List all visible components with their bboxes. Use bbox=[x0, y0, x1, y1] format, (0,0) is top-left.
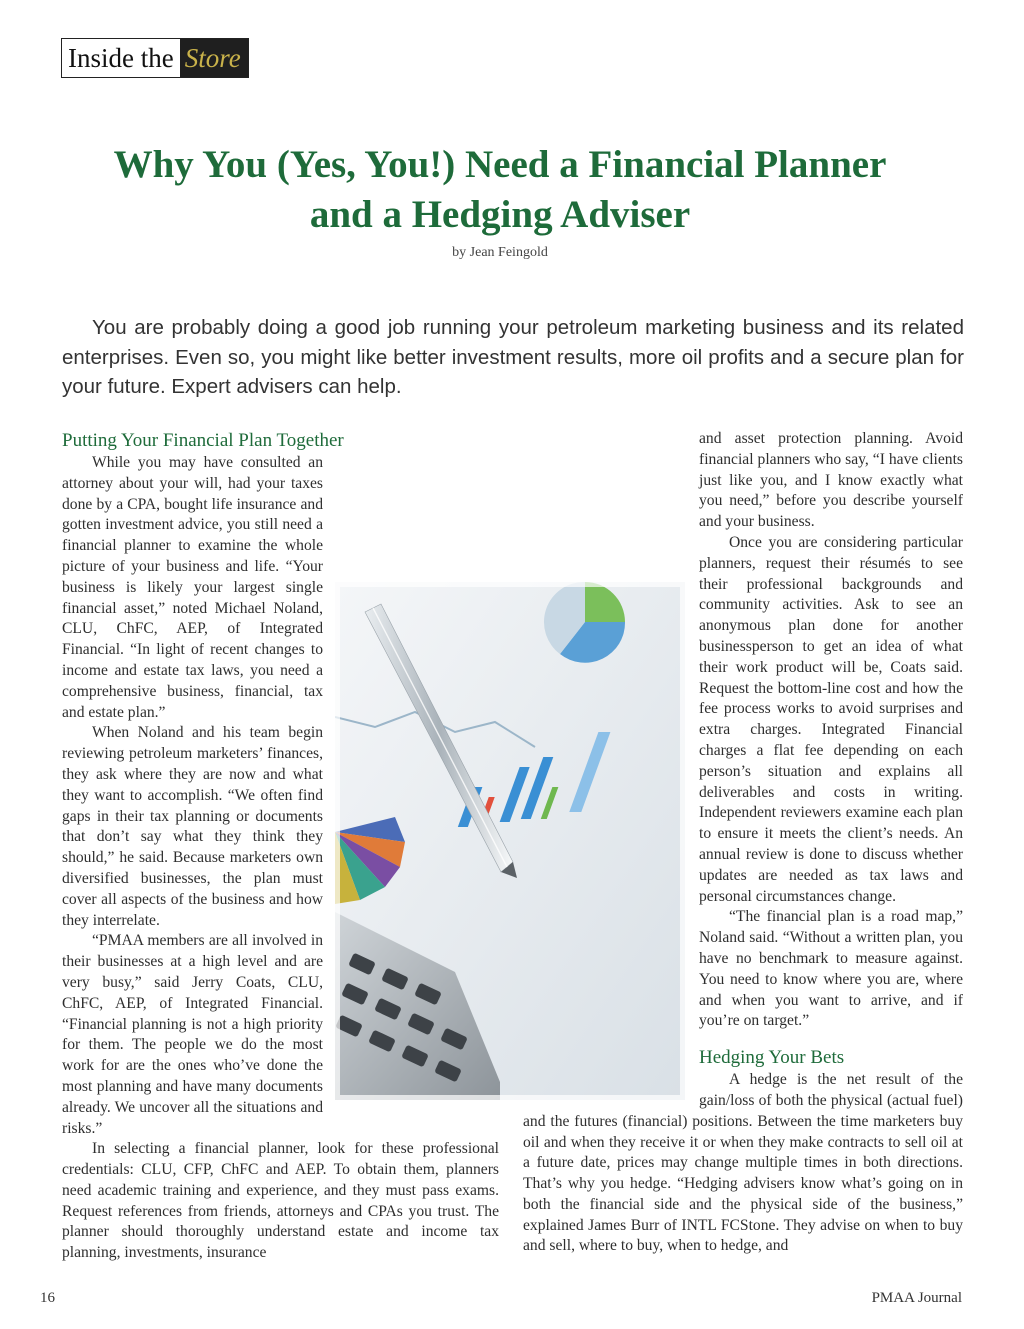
left-paragraph: While you may have consulted an attorney about your will, had your taxes done by a CPA, bought life insurance and gotten investment advice, you still need a financial planner to examine the whole picture of your business and life. “Your business is likely your largest single financial asset,” noted Michael Noland, CLU, ChFC, AEP, of Integrated Financial. “In light of recent changes to income and estate tax laws, you need a comprehensive business, financial, tax and estate plan.” bbox=[62, 454, 323, 721]
right-paragraph: A hedge is the net result of the gain/loss of both the physical (actual fuel) and the futures (financial) positions. Between the time marketers buy oil and when they receive it or when they make contracts to sell oil at a future date, prices may change multiple times in both directions. That’s why you hedge. “Hedging advisers know what’s going on in both the financial side and the physical side of the business,” explained James Burr of INTL FCStone. They advise on when to buy and sell, where to buy, when to hedge, and bbox=[523, 1071, 963, 1255]
right-paragraph: “The financial plan is a road map,” Noland said. “Without a written plan, you have no benchmark to measure against. You need to know where you are, where and when you want to arrive, and if you’re on target.” bbox=[699, 908, 963, 1030]
left-float-spacer-top bbox=[323, 453, 499, 583]
pie-chart-shape bbox=[544, 582, 625, 663]
right-paragraph: Once you are considering particular planners, request their résumés to see their professional backgrounds and community activities. Ask to see an anonymous plan done for another businessperson to get an idea of what their work product will be, Coats said. Request the bottom-line cost and how the fee process works to avoid surprises and extra charges. Integrated Financial charges a flat fee depending on each person’s situation and explains all deliverables and costs in writing. Independent reviewers examine each plan to ensure it meets the client’s needs. An annual review is done to discuss whether updates are needed as tax laws and personal circumstances change. bbox=[699, 533, 963, 905]
article-title-line1: Why You (Yes, You!) Need a Financial Planner bbox=[113, 143, 887, 186]
section-tag-highlight: Store bbox=[180, 39, 248, 77]
left-section-heading: Putting Your Financial Plan Together bbox=[62, 430, 344, 451]
right-paragraph: and asset protection planning. Avoid financial planners who say, “I have clients just like you, and I know exactly what you need,” before you describe yourself and your business. bbox=[699, 430, 963, 531]
left-paragraph: In selecting a financial planner, look for these professional credentials: CLU, CFP, ChFC and AEP. To obtain them, planners need academic training and experience, and they must pass exams. Request references from friends, attorneys and CPAs you trust. The planner should thoroughly understand estate and income tax planning, investments, insurance bbox=[62, 1140, 499, 1262]
journal-name: PMAA Journal bbox=[871, 1290, 962, 1306]
right-section-heading: Hedging Your Bets bbox=[699, 1047, 845, 1069]
article-title-line2: and a Hedging Adviser bbox=[309, 193, 691, 236]
section-tag bbox=[61, 38, 249, 78]
financial-charts-photo bbox=[335, 582, 685, 1100]
left-paragraph: “PMAA members are all involved in their businesses at a high level and are very busy,” said Jerry Coats, CLU, ChFC, AEP, of Integrated Financial. “Financial planning is not a high priority for them. The people we do the most work for are the ones who’ve done the most planning and have many documents already. We uncover all the situations and risks.” bbox=[62, 932, 323, 1137]
article-photo bbox=[335, 582, 685, 1100]
byline: by Jean Feingold bbox=[452, 245, 548, 260]
page-number: 16 bbox=[40, 1290, 55, 1306]
article-title bbox=[60, 140, 940, 240]
right-float-spacer-top bbox=[523, 429, 699, 557]
intro-paragraph: You are probably doing a good job running your petroleum marketing business and its related enterprises. Even so, you might like better investment results, more oil profits and a secure plan for your future. Expert advisers can help. bbox=[62, 316, 964, 398]
section-tag-plain: Inside the bbox=[68, 43, 174, 73]
left-paragraph: When Noland and his team begin reviewing petroleum marketers’ finances, they ask where they are now and what they want to accomplish. “We often find gaps in their tax planning or documents that don’t say what they think they should,” he said. Because marketers own diversified businesses, the plan must cover all aspects of the business and how they interrelate. bbox=[62, 724, 323, 929]
